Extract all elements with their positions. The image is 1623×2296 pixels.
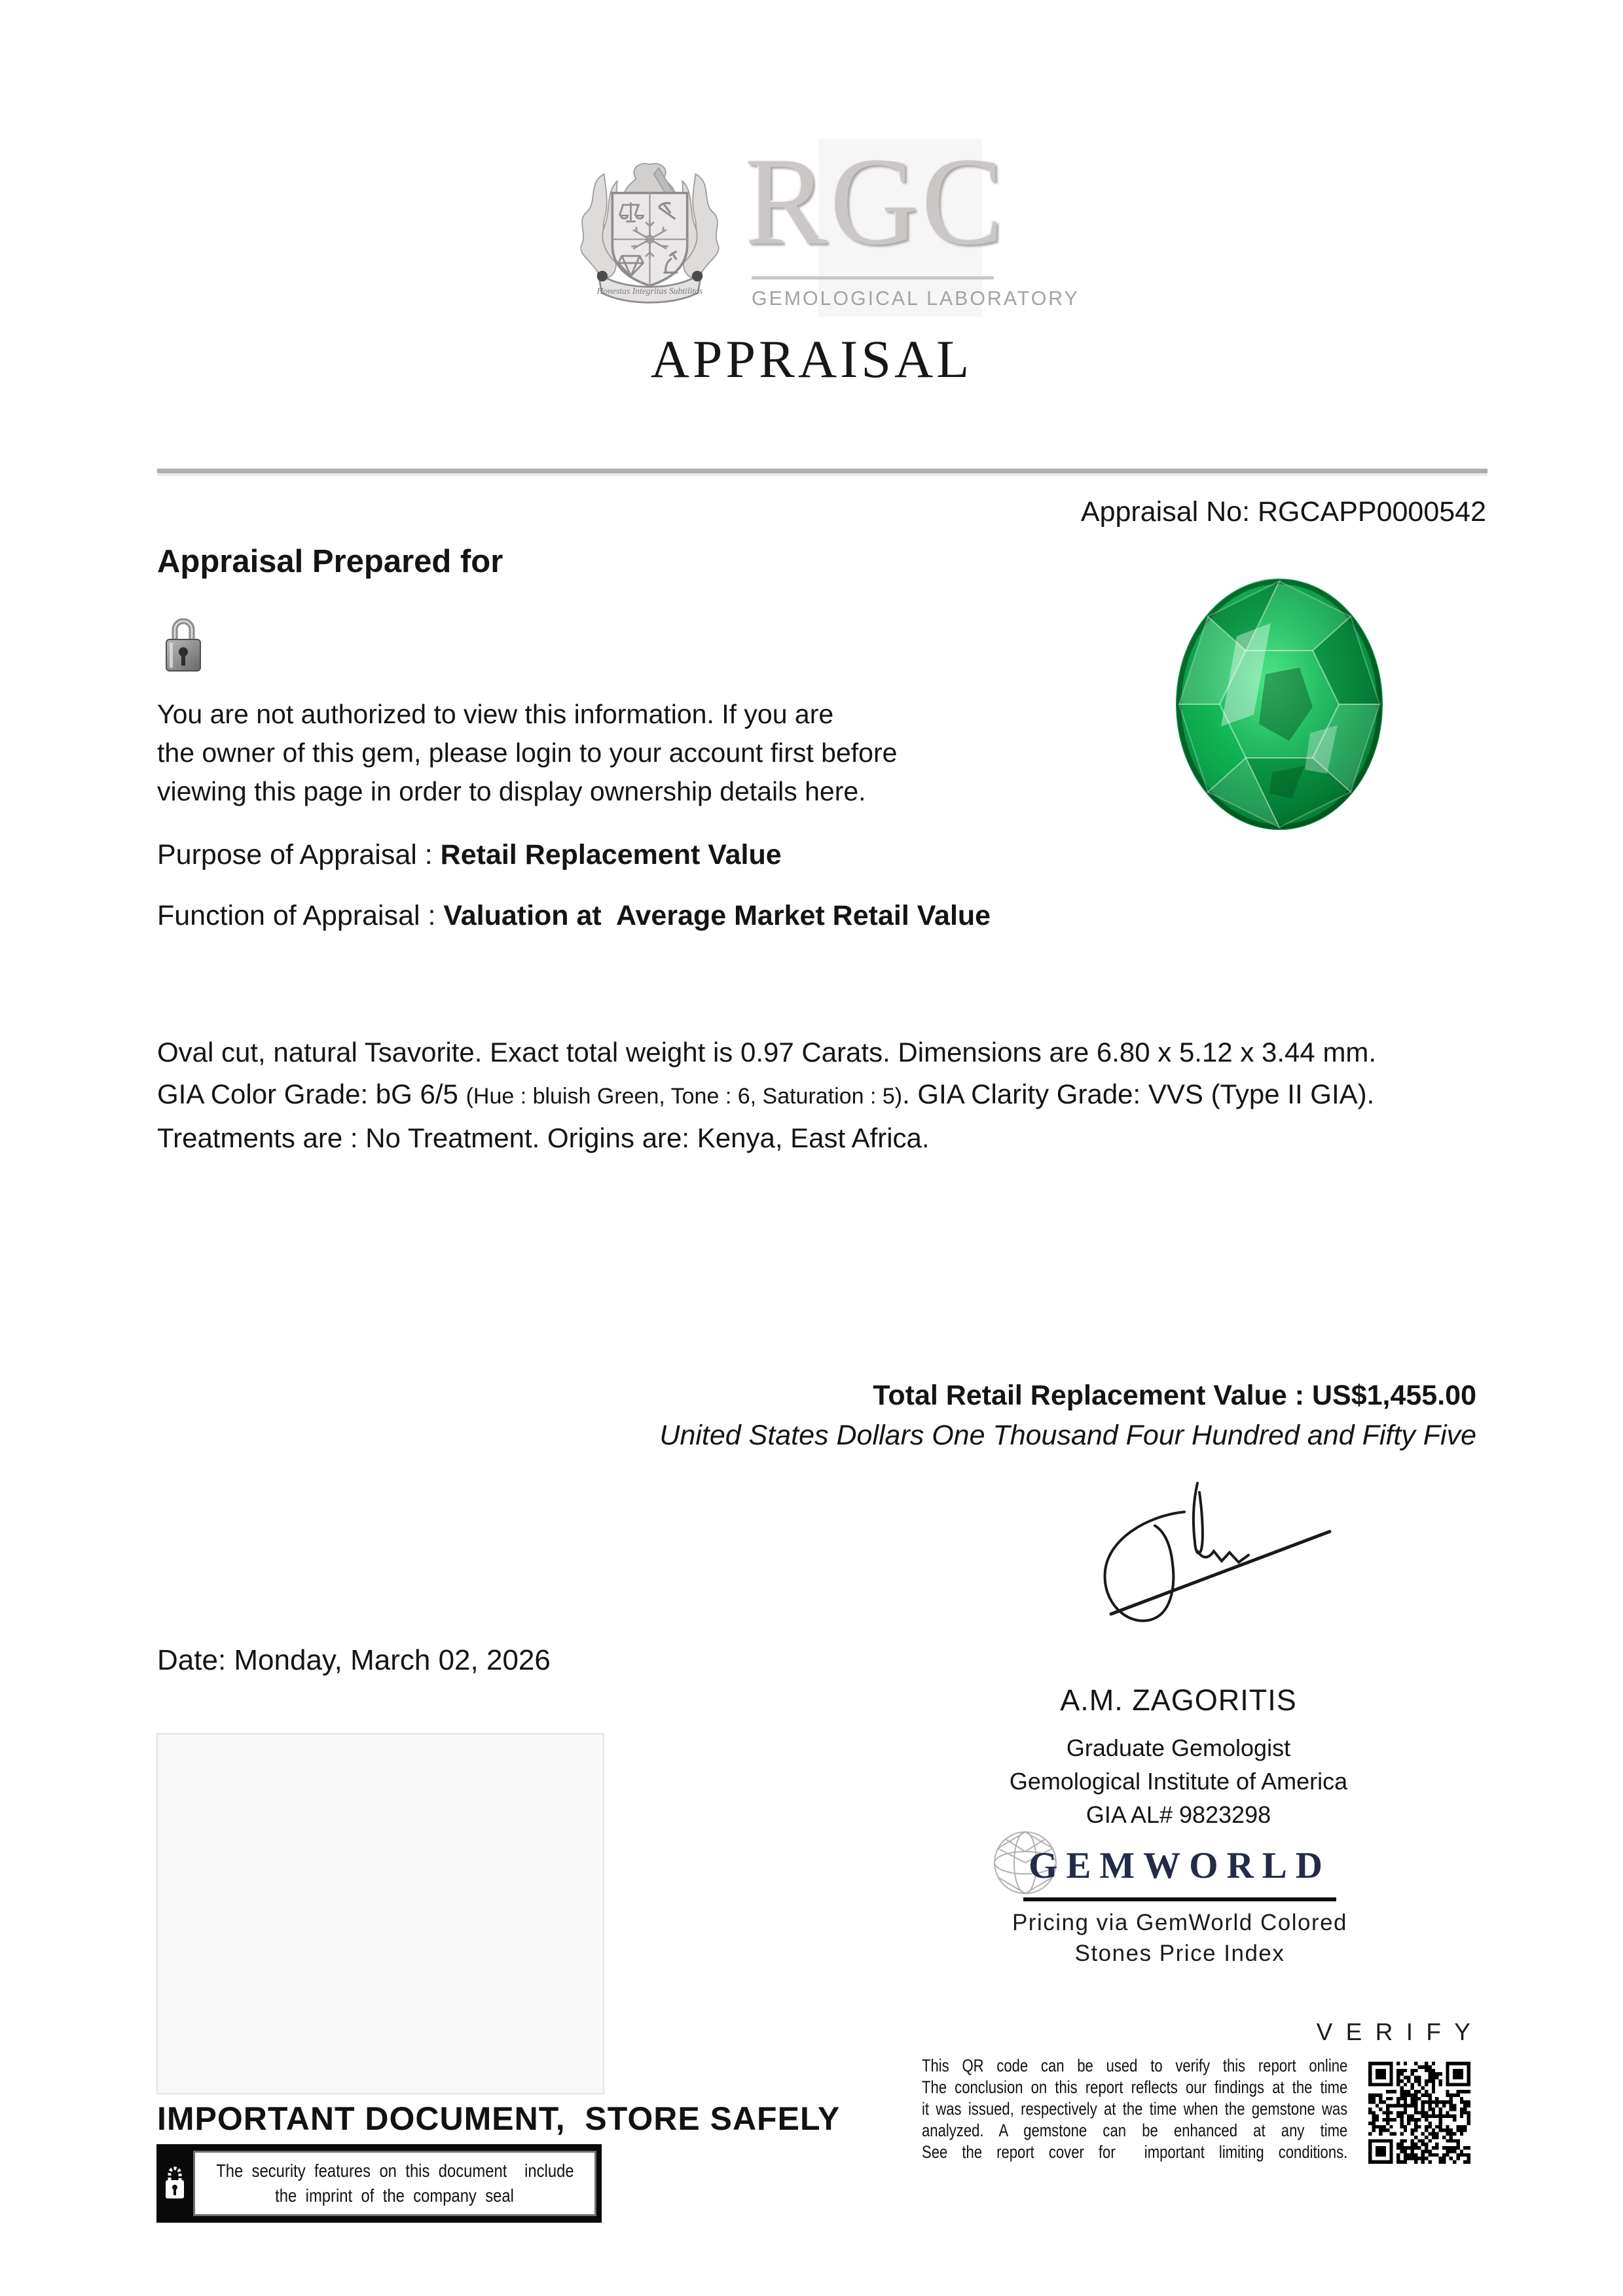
pricing-caption-line1: Pricing via GemWorld Colored (1012, 1910, 1348, 1935)
notice-line: the owner of this gem, please login to your account first before (157, 738, 898, 768)
valuation-block (659, 1380, 1476, 1452)
notice-line: viewing this page in order to display ownership details here. (157, 776, 866, 806)
function-value: Valuation at Average Market Retail Value (443, 900, 991, 931)
lock-icon (162, 614, 204, 674)
note-line: This QR code can be used to verify this report online (922, 2056, 1348, 2075)
prepared-for-heading: Appraisal Prepared for (157, 544, 503, 579)
description-line2-tail: . GIA Clarity Grade: VVS (Type II GIA). (902, 1079, 1375, 1109)
verify-label: VERIFY (1316, 2018, 1484, 2045)
signatory-name: A.M. ZAGORITIS (1060, 1683, 1297, 1717)
security-banner (156, 2144, 602, 2223)
purpose-value: Retail Replacement Value (440, 839, 782, 870)
security-text-line1: The security features on this document include (215, 2161, 574, 2181)
gem-description (157, 1031, 1376, 1159)
logo-divider (752, 276, 994, 279)
description-line2-main: GIA Color Grade: bG 6/5 (157, 1079, 466, 1109)
note-line: analyzed. A gemstone can be enhanced at any time (922, 2121, 1348, 2140)
crest-logo-icon (570, 156, 730, 305)
gem-photo (1174, 576, 1385, 833)
important-warning: IMPORTANT DOCUMENT, STORE SAFELY (157, 2100, 841, 2137)
description-line3: Treatments are : No Treatment. Origins are: Kenya, East Africa. (157, 1122, 930, 1153)
signature-image (1069, 1478, 1339, 1638)
pricing-caption-line2: Stones Price Index (1074, 1941, 1285, 1966)
description-line2-detail: (Hue : bluish Green, Tone : 6, Saturation : 5) (465, 1084, 903, 1109)
logo-subtitle: GEMOLOGICAL LABORATORY (752, 287, 1080, 310)
security-lock-icon (162, 2164, 188, 2202)
description-line2 (157, 1073, 1376, 1117)
security-inner-panel (193, 2151, 596, 2216)
function-label: Function of Appraisal : (157, 900, 444, 931)
purpose-line (157, 839, 782, 871)
signatory-block (979, 1683, 1378, 1829)
purpose-label: Purpose of Appraisal : (157, 839, 441, 870)
note-line: See the report cover for important limiting conditions. (922, 2142, 1348, 2162)
note-line: it was issued, respectively at the time when the gemstone was (922, 2099, 1348, 2119)
gemworld-wordmark: GEMWORLD (1029, 1845, 1331, 1886)
description-line1: Oval cut, natural Tsavorite. Exact total weight is 0.97 Carats. Dimensions are 6.80 x 5.12 x 3.44 mm. (157, 1037, 1377, 1067)
qr-code-icon (1368, 2062, 1470, 2164)
signatory-institute: Gemological Institute of America (1009, 1768, 1348, 1795)
date-line: Date: Monday, March 02, 2026 (157, 1644, 551, 1676)
verify-note (922, 2055, 1347, 2163)
function-line (157, 900, 991, 932)
crest-motto: Honestas Integritas Subtilitas (596, 286, 703, 296)
header-divider (157, 469, 1487, 473)
page-title: APPRAISAL (650, 329, 973, 389)
note-line: The conclusion on this report reflects our findings at the time (922, 2077, 1348, 2097)
appraisal-number: Appraisal No: RGCAPP0000542 (1080, 496, 1486, 528)
auth-notice (157, 695, 897, 811)
security-text-line2: the imprint of the company seal (275, 2185, 515, 2206)
rgc-wordmark: RGC (745, 132, 1006, 271)
signatory-license: GIA AL# 9823298 (1085, 1801, 1271, 1828)
attachment-placeholder (156, 1733, 604, 2094)
gemworld-logo (990, 1825, 1370, 1967)
valuation-words: United States Dollars One Thousand Four Hundred and Fifty Five (659, 1420, 1476, 1451)
valuation-total: Total Retail Replacement Value : US$1,455.00 (873, 1380, 1476, 1411)
notice-line: You are not authorized to view this information. If you are (157, 699, 834, 729)
signatory-role: Graduate Gemologist (1066, 1734, 1291, 1761)
gemworld-rule (1023, 1897, 1336, 1901)
